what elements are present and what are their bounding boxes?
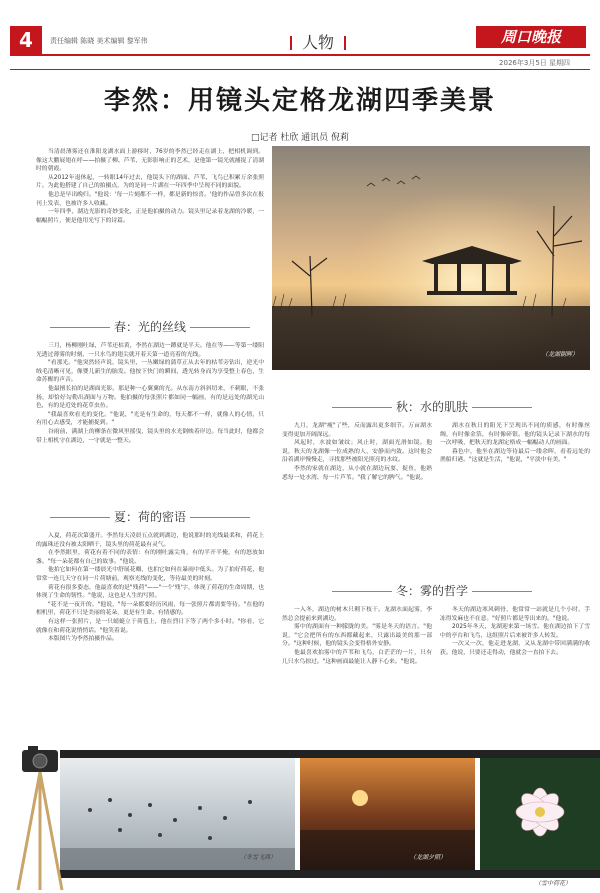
intro-paragraph: 从2012年退休起，一转眼14年过去，他镜头下的湖面、芦苇、飞鸟已积累万余张照片。为此他搭建了自己的拍摄点，为的是同一片湖在一年四季中呈现不同的面貌。 <box>36 174 264 190</box>
section-spring-body <box>36 342 264 484</box>
winter-paragraph: 一入冬，湖边的树木只剩下枝干。龙湖水面起雾，李然总会提前来到湖边。 <box>282 607 432 622</box>
section-spring-title: 春：光的丝线 <box>113 320 186 334</box>
photo-credit-note: 本版图片为李然拍摄作品。 <box>48 636 118 643</box>
section-summer-heading <box>36 508 264 525</box>
autumn-paragraph: 九月，龙湖"瘦"了些，反而露出更多细节。万亩湖水变得更加开阔深远。 <box>282 423 432 438</box>
autumn-paragraph: 湖水在秋日的阳光下呈现出不同的质感，有时像丝绸，有时像金箔，有时像碎银。他的镜头记录下湖水的每一次呼吸，把秋天的龙湖定格成一幅幅动人的画面。 <box>440 423 590 447</box>
spring-paragraph: "看那光。"他突然轻声说，镜头里，一丛嫩绿的蒲草正从去年的枯苇旁钻出，逆光中绒毛清晰可见，像婴儿新生的胎发。他按下快门的瞬间，透光转身而为享受整上春色，生命苏醒的声音。 <box>36 360 264 384</box>
section-spring-heading <box>36 318 264 335</box>
bottom-photo-strip <box>0 720 600 893</box>
heading-rule <box>332 407 392 408</box>
summer-paragraph: 他拍它如何在第一缕晨光中舒展花瓣，也拍它如何在暴雨中低头。为了拍好荷花，他常常一连几天守在同一片荷塘前，观察光线的变化，等待最美的时刻。 <box>36 567 264 582</box>
summer-paragraph: 荷花有很多姿态，他最喜欢的是"残荷"——"一个'残'字，体现了荷花的生命周期，也体现了生命的韧性。"他说，这也是人生的写照。 <box>36 584 264 600</box>
pavilion-sunset-photo <box>272 146 590 370</box>
autumn-paragraph: 风起时，水波如皱纹；风止时，湖面光滑如镜。他说，秋天的龙湖像一位成熟的人，安静而内敛。这时他会沿着湖岸慢慢走，寻找那些被阳光照亮的水纹。 <box>282 440 432 464</box>
summer-paragraph: "花不是一夜开的。"他说，"每一朵都要经历风雨，每一张照片都需要等待。"在他的相机里，荷花不只是美丽的花朵，更是有生命、有情感的。 <box>36 601 264 617</box>
section-bar-right <box>344 36 346 50</box>
section-autumn-heading <box>282 398 582 415</box>
masthead-logo: 周口晚报 <box>476 26 586 48</box>
editors-line: 责任编辑 陈晓 美术编辑 黎军伟 <box>50 37 148 45</box>
photo-strip-image <box>0 720 600 893</box>
heading-rule <box>332 591 392 592</box>
intro-paragraph: 当清晨薄雾还在淮阳龙湖水面上游移时，76岁的李然已经走在湖上，把相机调到。像这大鹏展翅在呼——拍摄了柳、芦苇，无影影响正的艺术，是他第一镜光就捕捉了清湖时的朝霞。 <box>36 149 264 173</box>
article-byline: □记者 杜欣 通讯员 倪莉 <box>250 133 350 143</box>
summer-paragraph: 入夏，荷花次第盛开。李然每天凌晨五点就到湖边，他说那时的光线最柔和，荷花上的露珠还没有被太阳晒干，镜头里的荷花最有灵气。 <box>36 533 264 548</box>
article-title: 李然：用镜头定格龙湖四季美景 <box>103 86 496 116</box>
winter-paragraph: 2025年冬天，龙湖迎来第一场雪。他在湖边拍下了雪中的亭台和飞鸟，这组照片后来被许多人转发。 <box>440 624 590 639</box>
section-summer-title: 夏：荷的密语 <box>113 510 186 524</box>
winter-paragraph: 他最喜欢拍雾中的芦苇和飞鸟，白茫茫的一片，只有几只水鸟掠过。"这种画面最能让人静下心来。"他说。 <box>282 649 432 665</box>
heading-rule <box>50 517 110 518</box>
section-summer-body <box>36 532 264 720</box>
page-header <box>10 26 590 56</box>
spring-paragraph: 谷雨前，满湖上的柳条在微风里摇曳，镜头里的水光倒映着岸边。每当此时，他都会带上相机守在湖边，一守就是一整天。 <box>36 428 264 444</box>
heading-rule <box>472 407 532 408</box>
section-title: 人物 <box>302 33 335 52</box>
section-winter-body-col2 <box>440 606 590 716</box>
heading-rule <box>472 591 532 592</box>
spring-paragraph: 他最擅长拍的是湖面光影。那是种一心翼翼的光。从东南方斜斜切来，不刺眼，不张扬，却恰好勾勒出湖面与万物。他拍摄的每张照片都如同一幅画，有的是远处的湖光山色，有的是近处的花草虫鱼。 <box>36 385 264 410</box>
spring-paragraph: "我最喜欢看光的变化。"他说，"光是有生命的，每天都不一样，就像人的心情，只有用心去感受，才能捕捉到。" <box>36 411 264 427</box>
section-autumn-body-col2 <box>440 422 590 544</box>
section-autumn-body-col1 <box>282 422 432 544</box>
sunset-photo-caption: （龙湖夕照） <box>410 854 447 861</box>
dateline: 2026年3月5日 星期四 <box>10 58 590 70</box>
summer-paragraph: 在李然眼里，荷花有着不同的表情：有的刚吐露尖角，有的半开半掩，有的怒放如盏。"每一朵花都有自己的故事。"他说。 <box>36 550 264 565</box>
spring-paragraph: 三月，杨柳刚吐绿，芦苇还枯黄，李然在湖边一蹲就是半天。他在等——等第一缕阳光透过薄雾的时刻，一只水鸟的翅尖就开着天第一道亮着的光线。 <box>36 343 264 358</box>
section-bar-left <box>290 36 292 50</box>
winter-paragraph: 一次又一次，他走进龙湖，又从龙湖中带回满满的收获。他说，只要还走得动，他就会一直拍下去。 <box>440 641 590 656</box>
pavilion-sunset-image <box>272 146 590 370</box>
section-autumn-title: 秋：水的肌肤 <box>395 400 468 414</box>
heading-rule <box>190 517 250 518</box>
autumn-paragraph: 暮色中，他坐在湖边等待最后一缕余晖，看着远处的渔船归港。"这就是生活，"他说，"平淡中有美。" <box>440 448 590 464</box>
summer-paragraph: 有这样一张照片，是一只蜻蜓立于荷苞上，他在烈日下等了两个多小时。"你看，它就像在和荷花说悄悄话。"他笑着说。 <box>36 618 264 634</box>
winter-paragraph: 雾中的湖面有一种朦胧的美。"雾是冬天的语言。"他说，"它会把所有的东西都藏起来，只露出最美的那一部分。"这种时候，他的镜头会变得格外安静。 <box>282 624 432 648</box>
section-label <box>280 30 356 53</box>
winter-photo-caption: （冬雪飞鸿） <box>240 854 277 861</box>
article-intro <box>36 148 264 225</box>
section-winter-body-col1 <box>282 606 432 716</box>
section-winter-heading <box>282 582 582 599</box>
section-winter-title: 冬：雾的哲学 <box>395 584 468 598</box>
heading-rule <box>50 327 110 328</box>
intro-paragraph: 他总是早出晚归。"他说：'每一片刻都不一样，都是新的惊喜。'他的作品曾多次在报刊上发表，也被许多人收藏。 <box>36 191 264 207</box>
winter-paragraph: 冬天的湖边寒风刺骨，他常常一站就是几个小时，手冻得发麻也不在意。"好照片都是等出来的。"他说。 <box>440 607 590 622</box>
pavilion-photo-caption: （龙湖朝晖） <box>541 351 578 358</box>
intro-paragraph: 一年四季，湖边光影的奇妙变化，正是他拍摄的动力。镜头里记录着龙湖的冷暖，一幅幅照片，便是他用光写下的诗篇。 <box>36 209 264 224</box>
autumn-paragraph: 李然的家就在湖边，从小就在湖边玩耍、捉鱼，他熟悉每一处水湾、每一片芦苇。"我了解它的脾气。"他说。 <box>282 465 432 481</box>
heading-rule <box>190 327 250 328</box>
page-number: 4 <box>10 26 42 54</box>
camera-tripod-icon <box>18 746 62 890</box>
lotus-photo-caption: （雪中荷花） <box>535 880 572 887</box>
